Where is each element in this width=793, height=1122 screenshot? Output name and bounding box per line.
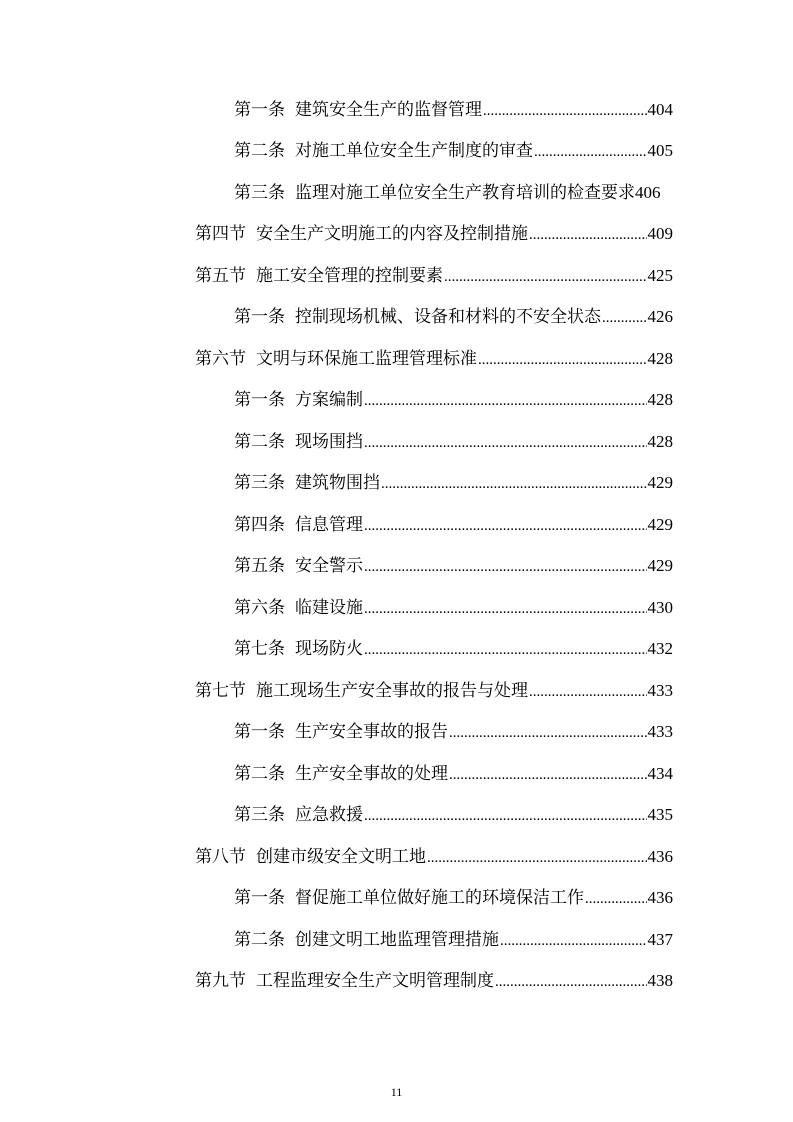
toc-entry-number: 第一条 (234, 390, 285, 410)
toc-entry[interactable] (234, 551, 673, 581)
toc-leader-dots (364, 552, 647, 582)
toc-entry-number: 第二条 (234, 930, 285, 950)
toc-leader-dots (585, 884, 647, 914)
toc-entry-page: 428 (647, 390, 673, 409)
toc-entry[interactable] (234, 95, 673, 125)
toc-entry-page: 438 (647, 971, 673, 990)
toc-entry-page: 426 (647, 307, 673, 326)
toc-entry-page: 430 (647, 598, 673, 617)
toc-leader-dots (495, 967, 647, 997)
toc-entry-title: 施工安全管理的控制要素 (256, 266, 443, 286)
toc-entry[interactable] (234, 302, 673, 332)
toc-entry-title: 现场围挡 (295, 432, 363, 452)
toc-entry-number: 第八节 (195, 847, 246, 867)
toc-entry-title: 现场防火 (295, 639, 363, 659)
toc-entry-number: 第九节 (195, 971, 246, 991)
toc-entry-title: 督促施工单位做好施工的环境保洁工作 (295, 888, 584, 908)
toc-entry-number: 第七节 (195, 681, 246, 701)
toc-entry-title: 创建市级安全文明工地 (256, 847, 426, 867)
toc-entry[interactable] (234, 468, 673, 498)
toc-entry-page: 434 (647, 764, 673, 783)
toc-entry[interactable] (234, 925, 673, 955)
toc-leader-dots (381, 469, 647, 499)
toc-entry-page: 429 (647, 515, 673, 534)
toc-entry-page: 432 (647, 639, 673, 658)
toc-entry-title: 文明与环保施工监理管理标准 (256, 349, 477, 369)
toc-entry-number: 第四节 (195, 224, 246, 244)
toc-entry-number: 第七条 (234, 639, 285, 659)
toc-entry-page: 429 (647, 556, 673, 575)
toc-entry-title: 安全警示 (295, 556, 363, 576)
page-number: 11 (390, 1085, 403, 1099)
toc-entry-number: 第一条 (234, 722, 285, 742)
toc-entry[interactable] (195, 966, 673, 996)
toc-entry-number: 第一条 (234, 888, 285, 908)
toc-entry-title: 施工现场生产安全事故的报告与处理 (256, 681, 528, 701)
toc-entry-number: 第六条 (234, 598, 285, 618)
toc-entry-page: 405 (647, 141, 673, 160)
toc-leader-dots (444, 262, 647, 292)
toc-entry-title: 工程监理安全生产文明管理制度 (256, 971, 494, 991)
toc-entry-page: 435 (647, 805, 673, 824)
toc-leader-dots (500, 926, 647, 956)
toc-leader-dots (449, 760, 647, 790)
toc-entry[interactable] (234, 136, 673, 166)
toc-entry-title: 方案编制 (295, 390, 363, 410)
toc-entry[interactable] (234, 510, 673, 540)
toc-entry-page: 429 (647, 473, 673, 492)
toc-entry-page: 409 (647, 224, 673, 243)
toc-entry-title: 生产安全事故的报告 (295, 722, 448, 742)
toc-leader-dots (364, 594, 647, 624)
toc-entry-title: 建筑安全生产的监督管理 (295, 100, 482, 120)
toc-entry-number: 第四条 (234, 515, 285, 535)
toc-entry-page: 428 (647, 432, 673, 451)
toc-entry[interactable] (234, 800, 673, 830)
toc-entry-page: 436 (647, 888, 673, 907)
toc-entry-number: 第二条 (234, 432, 285, 452)
toc-entry-page: 428 (647, 349, 673, 368)
toc-entry-page: 436 (647, 847, 673, 866)
toc-entry-number: 第一条 (234, 100, 285, 120)
toc-leader-dots (449, 718, 647, 748)
toc-leader-dots (602, 303, 647, 333)
toc-leader-dots (529, 220, 647, 250)
toc-entry-number: 第三条 (234, 183, 285, 203)
toc-entry-page: 437 (647, 930, 673, 949)
toc-entry-number: 第三条 (234, 473, 285, 493)
toc-entry[interactable] (234, 759, 673, 789)
toc-entry[interactable] (234, 883, 673, 913)
toc-leader-dots (534, 137, 647, 167)
toc-entry-title: 建筑物围挡 (295, 473, 380, 493)
toc-entry-number: 第五节 (195, 266, 246, 286)
toc-entry[interactable] (195, 219, 673, 249)
toc-entry[interactable] (195, 842, 673, 872)
toc-leader-dots (364, 428, 647, 458)
toc-entry-page: 433 (647, 722, 673, 741)
toc-entry-title: 应急救援 (295, 805, 363, 825)
toc-entry-title: 临建设施 (295, 598, 363, 618)
toc-entry-title: 监理对施工单位安全生产教育培训的检查要求 (295, 183, 635, 203)
toc-entry-number: 第一条 (234, 307, 285, 327)
toc-entry[interactable] (234, 593, 673, 623)
toc-entry-title: 信息管理 (295, 515, 363, 535)
toc-leader-dots (529, 677, 647, 707)
toc-leader-dots (427, 843, 647, 873)
toc-entry-page: 433 (647, 681, 673, 700)
toc-entry[interactable] (195, 344, 673, 374)
toc-entry[interactable] (234, 178, 704, 208)
toc-entry-number: 第三条 (234, 805, 285, 825)
toc-entry-number: 第二条 (234, 141, 285, 161)
toc-entry[interactable] (234, 385, 673, 415)
toc-leader-dots (364, 635, 647, 665)
toc-entry[interactable] (234, 427, 673, 457)
toc-entry[interactable] (195, 676, 673, 706)
toc-entry-page: 404 (647, 100, 673, 119)
toc-leader-dots (364, 511, 647, 541)
toc-entry[interactable] (234, 717, 673, 747)
toc-entry-number: 第五条 (234, 556, 285, 576)
toc-entry-page: 406 (635, 183, 661, 202)
toc-entry-page: 425 (647, 266, 673, 285)
toc-entry-title: 生产安全事故的处理 (295, 764, 448, 784)
toc-entry-number: 第二条 (234, 764, 285, 784)
toc-leader-dots (364, 801, 647, 831)
toc-leader-dots (364, 386, 647, 416)
toc-leader-dots (483, 96, 647, 126)
toc-entry-title: 控制现场机械、设备和材料的不安全状态 (295, 307, 601, 327)
toc-entry-number: 第六节 (195, 349, 246, 369)
toc-entry[interactable] (195, 261, 673, 291)
toc-entry[interactable] (234, 634, 673, 664)
toc-entry-title: 创建文明工地监理管理措施 (295, 930, 499, 950)
toc-leader-dots (478, 345, 647, 375)
toc-entry-title: 对施工单位安全生产制度的审查 (295, 141, 533, 161)
toc-entry-title: 安全生产文明施工的内容及控制措施 (256, 224, 528, 244)
